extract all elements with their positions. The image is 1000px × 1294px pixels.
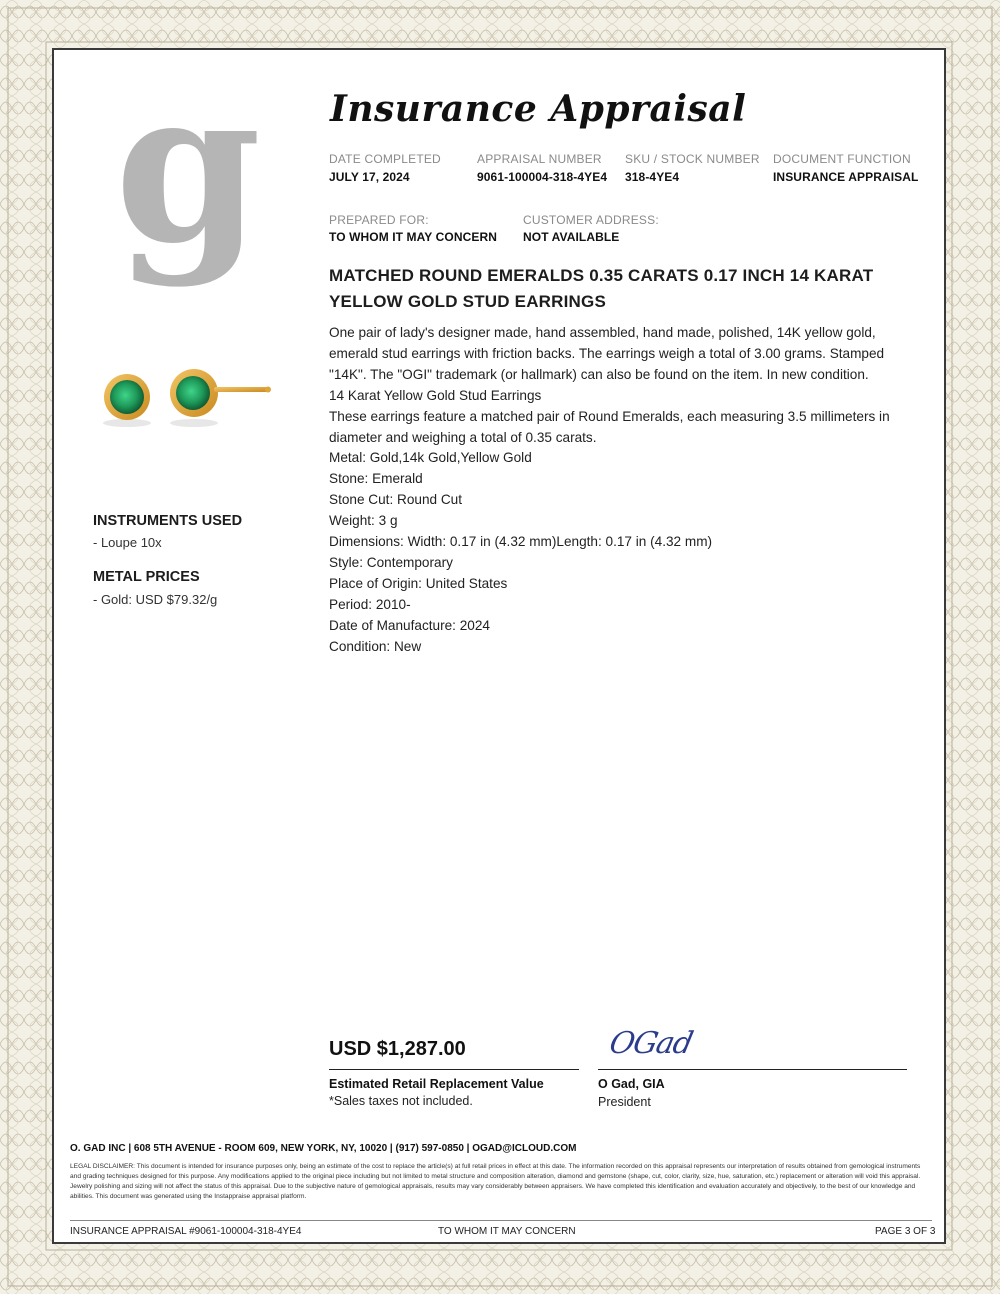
signature-image: OGad bbox=[606, 1026, 696, 1061]
metal-prices-title: METAL PRICES bbox=[93, 569, 200, 585]
legal-disclaimer: LEGAL DISCLAIMER: This document is intended for insurance purposes only, being an estimate of the cost to replace the article(s) at full retail prices in effect at this date. The information recorded on this appraisal represents our interpretation of results obtained from gemological instruments and grading techniques designed for this purpose. Any modifications applied to the original piece including but not limited to metal structure and composition alteration, diamond and gemstone (shape, cut, color, clarity, size, hue, saturation, etc.) replacement or alteration will void this appraisal. Jewelry polishing and sizing will not affect the status of this appraisal. Due to the subjective nature of gemological appraisals, results may vary considerably between appraisers. We have completed this identification and evaluation accurately and objectively, to the best of our knowledge and abilities. This document was generated using the Instappraise appraisal platform. bbox=[70, 1163, 921, 1200]
appraised-price: USD $1,287.00 bbox=[329, 1038, 466, 1060]
sku-label: SKU / STOCK NUMBER bbox=[625, 152, 760, 166]
page-number: PAGE 3 OF 3 bbox=[875, 1226, 936, 1237]
appraisal-number-value: 9061-100004-318-4YE4 bbox=[477, 170, 608, 184]
instruments-used-title: INSTRUMENTS USED bbox=[93, 513, 243, 529]
customer-address-value: NOT AVAILABLE bbox=[523, 230, 620, 244]
item-heading: MATCHED ROUND EMERALDS 0.35 CARATS 0.17 INCH 14 KARAT YELLOW GOLD STUD EARRINGS bbox=[329, 266, 874, 311]
signer-name: O Gad, GIA bbox=[598, 1077, 665, 1091]
product-image bbox=[92, 355, 277, 440]
document-function-label: DOCUMENT FUNCTION bbox=[773, 152, 911, 166]
footer-appraisal-ref: INSURANCE APPRAISAL #9061-100004-318-4YE4 bbox=[70, 1226, 302, 1237]
price-label: Estimated Retail Replacement Value bbox=[329, 1077, 544, 1091]
instrument-item: - Loupe 10x bbox=[93, 535, 162, 550]
description-line: Date of Manufacture: 2024 bbox=[329, 617, 490, 633]
company-address: O. GAD INC | 608 5TH AVENUE - ROOM 609, NEW YORK, NY, 10020 | (917) 597-0850 | OGAD@ICLOUD.COM bbox=[70, 1143, 577, 1154]
description-line: These earrings feature a matched pair of Round Emeralds, each measuring 3.5 millimeters in diameter and weighing a total of 0.35 carats. bbox=[329, 408, 890, 445]
appraisal-number-label: APPRAISAL NUMBER bbox=[477, 152, 602, 166]
description-line: Place of Origin: United States bbox=[329, 575, 508, 591]
description-line: Stone: Emerald bbox=[329, 471, 423, 487]
logo-letter: g bbox=[114, 43, 262, 290]
footer-divider bbox=[70, 1220, 932, 1221]
date-completed-label: DATE COMPLETED bbox=[329, 152, 441, 166]
description-line: 14 Karat Yellow Gold Stud Earrings bbox=[329, 387, 542, 403]
metal-price-item: - Gold: USD $79.32/g bbox=[93, 592, 218, 607]
signature-divider bbox=[598, 1069, 907, 1070]
description-line: Dimensions: Width: 0.17 in (4.32 mm)Length: 0.17 in (4.32 mm) bbox=[329, 534, 713, 550]
description-line: Style: Contemporary bbox=[329, 554, 453, 570]
prepared-for-label: PREPARED FOR: bbox=[329, 213, 429, 227]
company-logo bbox=[114, 43, 262, 290]
item-description bbox=[329, 323, 899, 658]
description-line: One pair of lady's designer made, hand assembled, hand made, polished, 14K yellow gold, emerald stud earrings with friction backs. The earrings weigh a total of 3.00 grams. Stamped "14K". The "OGI" trademark (or hallmark) can also be found on the item. In new condition. bbox=[329, 325, 885, 382]
description-line: Weight: 3 g bbox=[329, 513, 398, 529]
document-function-value: INSURANCE APPRAISAL bbox=[773, 170, 919, 184]
description-line: Period: 2010- bbox=[329, 596, 411, 612]
description-line: Metal: Gold,14k Gold,Yellow Gold bbox=[329, 450, 532, 466]
tax-note: *Sales taxes not included. bbox=[329, 1094, 473, 1108]
sku-value: 318-4YE4 bbox=[625, 170, 680, 184]
document-title: Insurance Appraisal bbox=[330, 88, 747, 130]
price-divider bbox=[329, 1069, 579, 1070]
description-line: Condition: New bbox=[329, 638, 422, 654]
signer-title: President bbox=[598, 1095, 651, 1109]
footer-recipient: TO WHOM IT MAY CONCERN bbox=[438, 1226, 576, 1237]
description-line: Stone Cut: Round Cut bbox=[329, 492, 462, 508]
customer-address-label: CUSTOMER ADDRESS: bbox=[523, 213, 659, 227]
prepared-for-value: TO WHOM IT MAY CONCERN bbox=[329, 230, 497, 244]
date-completed-value: JULY 17, 2024 bbox=[329, 170, 410, 184]
